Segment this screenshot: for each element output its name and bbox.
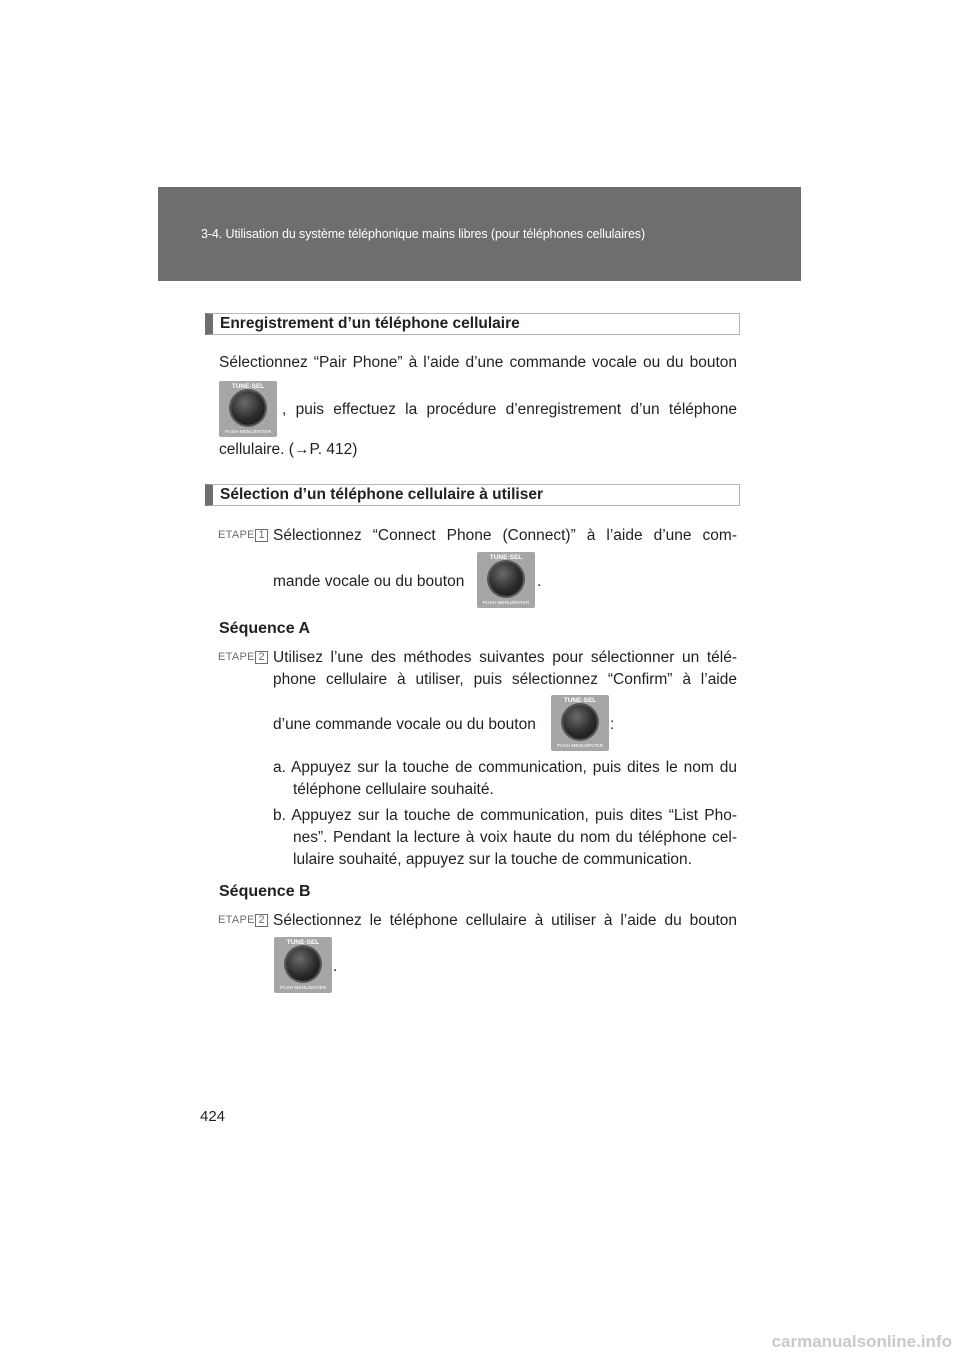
knob-top-label: TUNE·SEL — [231, 383, 265, 390]
sequence-b-title: Séquence B — [219, 883, 311, 900]
section-title-selection — [205, 484, 740, 506]
seqB-line2-end: . — [333, 958, 338, 975]
seqA-line3: d’une commande vocale ou du bouton — [273, 716, 536, 733]
step1-line1: Sélectionnez “Connect Phone (Connect)” à l’aide d’une com- — [273, 527, 737, 544]
etape-badge — [218, 914, 268, 928]
knob-dial — [563, 705, 597, 739]
etape-number: 2 — [255, 651, 268, 664]
tune-sel-knob-icon — [219, 381, 277, 437]
tune-sel-knob-icon — [551, 695, 609, 751]
tune-sel-knob-icon — [274, 937, 332, 993]
section1-line2: , puis effectuez la procédure d’enregistrement d’un téléphone — [282, 401, 737, 418]
section1-line3: cellulaire. (→P. 412) — [219, 441, 358, 458]
knob-dial — [286, 947, 320, 981]
knob-bottom-label: PUSH MENU/ENTER — [279, 986, 327, 991]
seqA-line1: Utilisez l’une des méthodes suivantes pour sélectionner un télé- — [273, 649, 737, 666]
section-title-text: Sélection d’un téléphone cellulaire à utiliser — [220, 486, 544, 503]
page-number: 424 — [200, 1108, 226, 1125]
etape-number: 1 — [255, 529, 268, 542]
chapter-header — [158, 187, 801, 281]
knob-bottom-label: PUSH MENU/ENTER — [482, 601, 530, 606]
etape-label: ETAPE — [218, 651, 255, 663]
watermark: carmanualsonline.info — [771, 1332, 952, 1351]
seqB-line1: Sélectionnez le téléphone cellulaire à utiliser à l’aide du bouton — [273, 912, 737, 929]
knob-top-label: TUNE·SEL — [563, 697, 597, 704]
etape-label: ETAPE — [218, 529, 255, 541]
section-title-text: Enregistrement d’un téléphone cellulaire — [220, 315, 520, 332]
etape-badge — [218, 651, 268, 665]
etape-number: 2 — [255, 914, 268, 927]
seqA-option-a-line2: téléphone cellulaire souhaité. — [293, 781, 494, 798]
sequence-a-title: Séquence A — [219, 620, 310, 637]
knob-bottom-label: PUSH MENU/ENTER — [556, 744, 604, 749]
step1-line2: mande vocale ou du bouton — [273, 573, 465, 590]
tune-sel-knob-icon — [477, 552, 535, 608]
knob-dial — [489, 562, 523, 596]
knob-top-label: TUNE·SEL — [489, 554, 523, 561]
knob-bottom-label: PUSH MENU/ENTER — [224, 430, 272, 435]
section-title-registration — [205, 313, 740, 335]
seqA-option-a-line1: a. Appuyez sur la touche de communication, puis dites le nom du — [273, 759, 737, 776]
seqA-line2: phone cellulaire à utiliser, puis sélectionnez “Confirm” à l’aide — [273, 671, 737, 688]
etape-label: ETAPE — [218, 914, 255, 926]
step1-line2-end: . — [537, 573, 542, 590]
seqA-option-b-line2: nes”. Pendant la lecture à voix haute du nom du téléphone cel- — [293, 829, 737, 846]
etape-badge — [218, 529, 268, 543]
chapter-title: 3-4. Utilisation du système téléphonique mains libres (pour téléphones cellulaires) — [201, 227, 646, 241]
knob-top-label: TUNE·SEL — [286, 939, 320, 946]
seqA-option-b-line1: b. Appuyez sur la touche de communication, puis dites “List Pho- — [273, 807, 737, 824]
seqA-line3-end: : — [610, 716, 615, 733]
knob-dial — [231, 391, 265, 425]
seqA-option-b-line3: lulaire souhaité, appuyez sur la touche de communication. — [293, 851, 692, 868]
section1-line1: Sélectionnez “Pair Phone” à l’aide d’une commande vocale ou du bouton — [219, 354, 737, 371]
